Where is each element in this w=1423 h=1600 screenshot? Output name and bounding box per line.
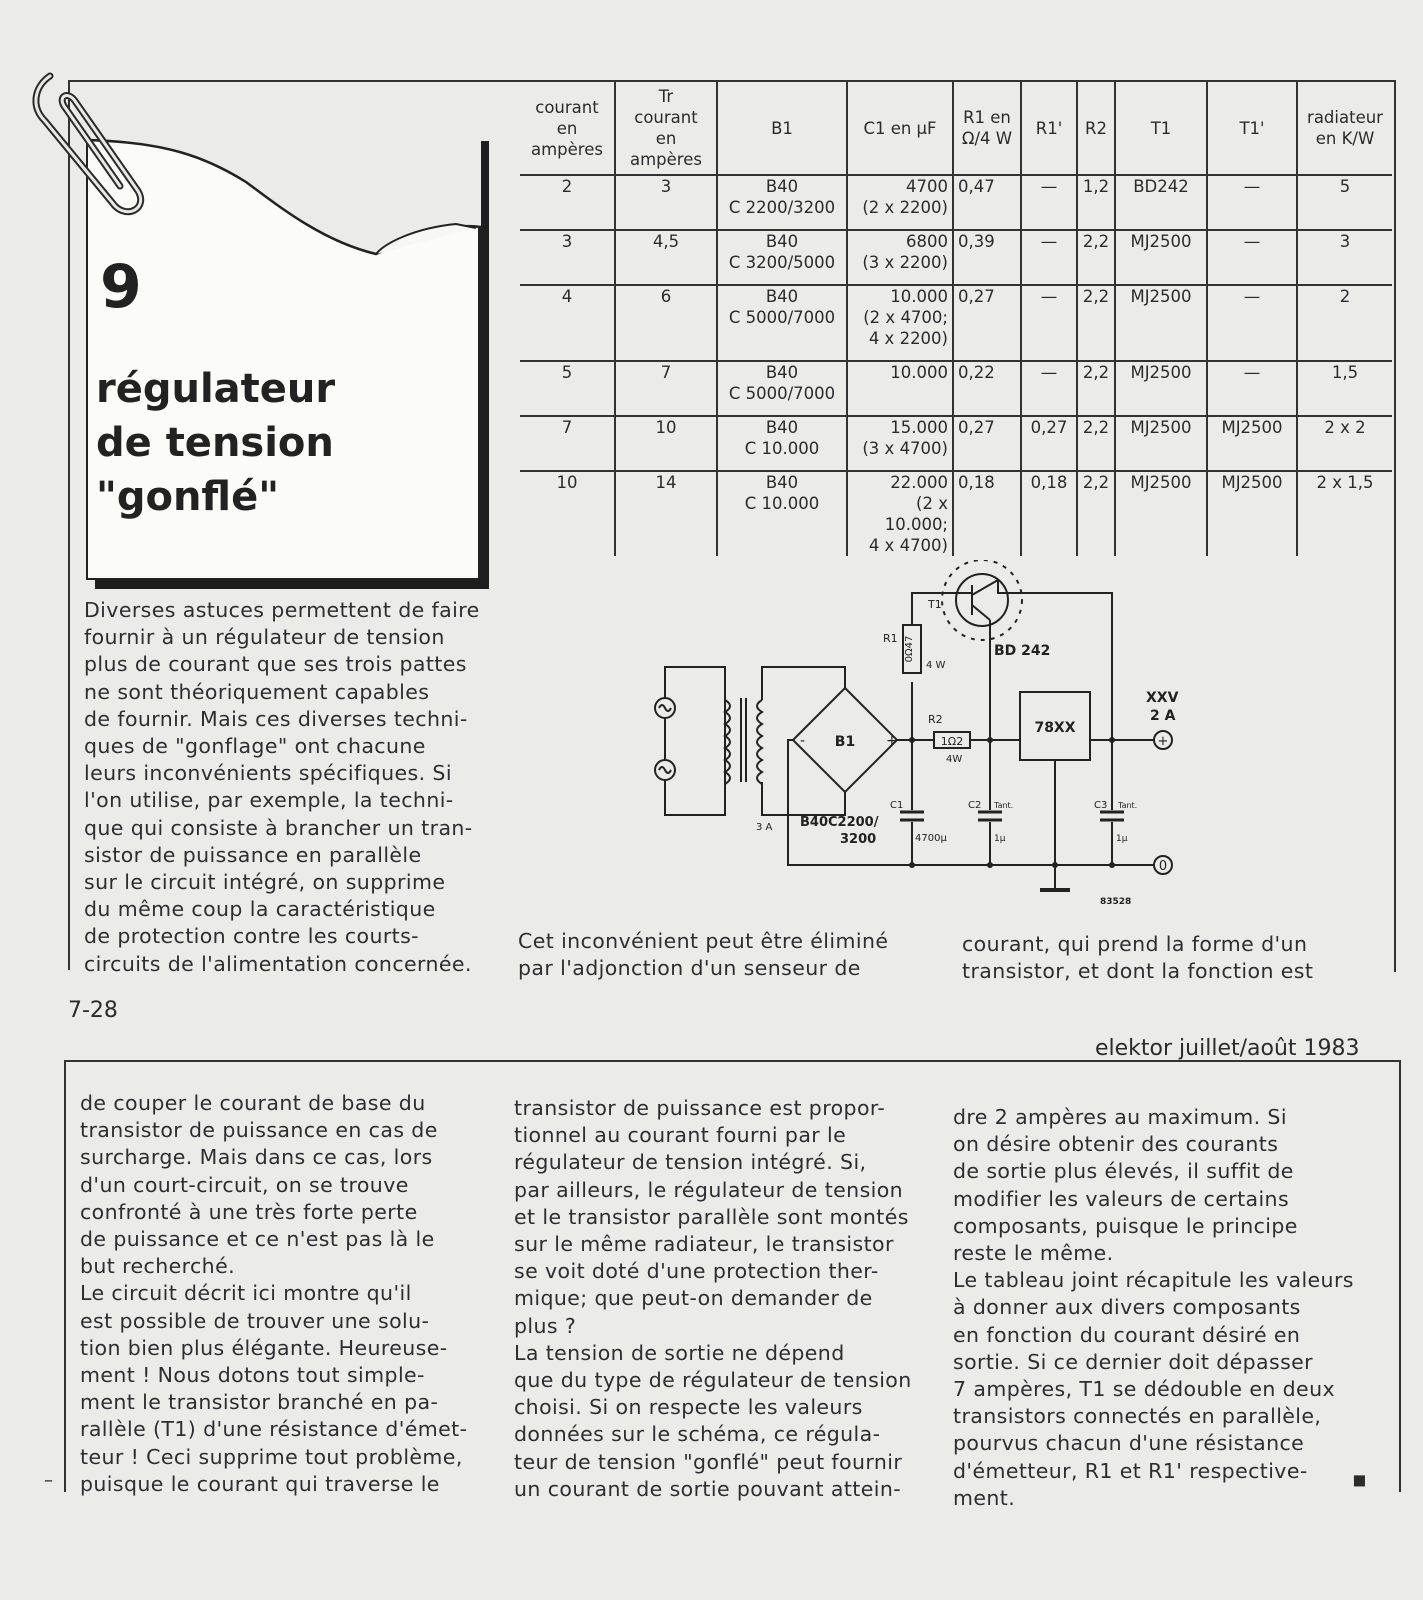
label-bridge-minus: -	[800, 733, 806, 749]
text-line: sur le circuit intégré, on supprime	[84, 870, 446, 895]
junction-dot	[909, 862, 915, 868]
table-cell: MJ2500	[1115, 471, 1207, 556]
table-cell: 2,2	[1077, 361, 1115, 416]
label-r2-power: 4W	[946, 754, 963, 765]
text-line: ment.	[953, 1485, 1016, 1510]
table-cell: 2,2	[1077, 230, 1115, 285]
table-cell: 4700 (2 x 2200)	[847, 175, 953, 230]
table-cell: —	[1021, 175, 1077, 230]
table-cell: 10.000 (2 x 4700; 4 x 2200)	[847, 285, 953, 361]
transformer-secondary	[757, 700, 762, 784]
table-cell: —	[1021, 361, 1077, 416]
table-cell: 1,2	[1077, 175, 1115, 230]
junction-dot	[1109, 862, 1115, 868]
text-line: rallèle (T1) d'une résistance d'émet-	[80, 1417, 468, 1442]
text-line: sur le même radiateur, le transistor	[514, 1232, 894, 1257]
page-number: 7-28	[68, 998, 118, 1023]
table-header-cell: B1	[717, 82, 847, 175]
text-line: confronté à une très forte perte	[80, 1199, 418, 1224]
text-line: 7 ampères, T1 se dédouble en deux	[953, 1377, 1335, 1402]
table-cell: 2 x 1,5	[1316, 473, 1374, 492]
table-cell: MJ2500	[1115, 230, 1207, 285]
table-cell: BD242	[1115, 175, 1207, 230]
text-line: pourvus chacun d'une résistance	[953, 1431, 1305, 1456]
text-line: plus ?	[514, 1313, 577, 1338]
table-cell: 2,2	[1077, 285, 1115, 361]
label-c1: C1	[890, 800, 904, 811]
text-column-2-top	[518, 928, 888, 982]
text-line: on désire obtenir des courants	[953, 1132, 1279, 1157]
text-line: que du type de régulateur de tension	[514, 1368, 912, 1393]
table-cell: 2	[520, 175, 615, 230]
label-r1-value: 0Ω47	[904, 635, 915, 663]
table-cell: —	[1021, 285, 1077, 361]
transistor-icon	[956, 574, 1008, 626]
title-line: de tension	[96, 420, 334, 466]
article-title	[96, 362, 335, 524]
transistor-emitter	[972, 580, 998, 595]
table-cell: —	[1207, 175, 1297, 230]
text-line: en fonction du courant désiré en	[953, 1322, 1301, 1347]
table-cell: 1,5	[1297, 361, 1392, 416]
table-header-cell: courant en ampères	[520, 82, 615, 175]
text-line: modifier les valeurs de certains	[953, 1186, 1290, 1211]
article-number: 9	[100, 252, 142, 322]
text-line: reste le même.	[953, 1241, 1114, 1266]
table-cell: MJ2500	[1115, 285, 1207, 361]
label-t1: T1	[928, 598, 942, 611]
table-cell: 2,2	[1077, 416, 1115, 471]
label-regulator: 78XX	[1034, 720, 1076, 736]
table-cell: 0,18	[1021, 471, 1077, 556]
table-row	[520, 285, 1392, 361]
table-cell: 15.000 (3 x 4700)	[847, 416, 953, 471]
table-cell: 10	[615, 416, 717, 471]
text-line: sortie. Si ce dernier doit dépasser	[953, 1349, 1313, 1374]
text-line: de couper le courant de base du	[80, 1091, 426, 1115]
table-cell: 7	[615, 361, 717, 416]
text-line: but recherché.	[80, 1254, 235, 1279]
text-line: composants, puisque le principe	[953, 1213, 1298, 1238]
text-line: est possible de trouver une solu-	[80, 1308, 430, 1333]
ac-input-loop	[665, 667, 725, 815]
label-c3-type: Tant.	[1118, 801, 1138, 810]
text-line: régulateur de tension intégré. Si,	[514, 1150, 867, 1175]
label-out-plus: +	[1157, 734, 1169, 749]
text-line: Cet inconvénient peut être éliminé	[518, 929, 889, 953]
table-cell: 0,27	[953, 416, 1021, 471]
table-cell: 4,5	[615, 230, 717, 285]
table-header-cell: R1 en Ω/4 W	[953, 82, 1021, 175]
table-row	[520, 471, 1392, 556]
label-c2: C2	[968, 800, 982, 811]
text-line: transistor de puissance en cas de	[80, 1118, 438, 1143]
table-cell: —	[1207, 285, 1297, 361]
heatsink-outline	[942, 560, 1022, 640]
table-header-cell: R2	[1077, 82, 1115, 175]
table-cell: 22.000 (2 x 10.000; 4 x 4700)	[847, 471, 953, 556]
junction-dot	[909, 737, 915, 743]
text-line: plus de courant que ses trois pattes	[84, 652, 467, 677]
label-r2-value: 1Ω2	[940, 735, 964, 748]
table-cell: B40 C 5000/7000	[717, 285, 847, 361]
text-line: Le circuit décrit ici montre qu'il	[80, 1281, 412, 1306]
text-line: Diverses astuces permettent de faire	[84, 598, 480, 622]
label-c3-value: 1µ	[1116, 834, 1128, 844]
table-cell: —	[1207, 361, 1297, 416]
label-r1: R1	[883, 632, 898, 645]
table-cell: 0,47	[953, 175, 1021, 230]
text-line: teur de tension "gonflé" peut fournir	[514, 1449, 903, 1474]
wire	[912, 593, 972, 625]
text-line: d'émetteur, R1 et R1' respective-	[953, 1458, 1308, 1483]
table-cell: 6800 (3 x 2200)	[847, 230, 953, 285]
table-cell: MJ2500	[1115, 361, 1207, 416]
table-cell: 3	[615, 175, 717, 230]
text-line: tion bien plus élégante. Heureuse-	[80, 1335, 448, 1360]
label-bridge-part: B40C2200/	[800, 815, 879, 830]
text-line: La tension de sortie ne dépend	[514, 1340, 845, 1365]
wire	[762, 667, 845, 700]
text-line: se voit doté d'une protection ther-	[514, 1259, 879, 1284]
table-cell: 2,2	[1077, 471, 1115, 556]
text-line: un courant de sortie pouvant attein-	[514, 1476, 902, 1501]
junction-dot	[987, 737, 993, 743]
table-cell: MJ2500	[1207, 471, 1297, 556]
junction-dot	[987, 862, 993, 868]
table-cell: 7	[520, 416, 615, 471]
table-cell: 10.000	[847, 361, 953, 416]
text-line: transistor de puissance est propor-	[514, 1096, 886, 1120]
text-line: transistor, et dont la fonction est	[962, 959, 1314, 984]
text-line: de protection contre les courts-	[84, 924, 419, 949]
table-cell: 3	[1297, 230, 1392, 285]
table-cell: 2 x 2	[1297, 416, 1392, 471]
label-transformer-current: 3 A	[756, 822, 773, 833]
label-t1-part: BD 242	[994, 643, 1051, 659]
component-table	[520, 82, 1392, 556]
text-line: de puissance et ce n'est pas là le	[80, 1227, 435, 1252]
table-cell: 0,27	[953, 285, 1021, 361]
text-column-bottom-1	[80, 1090, 467, 1498]
label-c3: C3	[1094, 800, 1108, 811]
table-cell: 14	[615, 471, 717, 556]
table-cell: 2	[1297, 285, 1392, 361]
text-line: l'on utilise, par exemple, la techni-	[84, 788, 454, 813]
label-c2-type: Tant.	[994, 801, 1014, 810]
text-line: à donner aux divers composants	[953, 1295, 1301, 1320]
text-line: du même coup la caractéristique	[84, 897, 436, 922]
text-line: circuits de l'alimentation concernée.	[84, 951, 472, 976]
label-figure-ref: 83528	[1100, 897, 1132, 907]
text-line: fournir à un régulateur de tension	[84, 625, 445, 650]
text-line: dre 2 ampères au maximum. Si	[953, 1105, 1287, 1129]
text-line: sistor de puissance en parallèle	[84, 842, 422, 867]
table-cell: B40 C 2200/3200	[717, 175, 847, 230]
label-bridge-part: 3200	[840, 832, 877, 847]
table-cell: MJ2500	[1115, 416, 1207, 471]
table-header-cell: radiateur en K/W	[1297, 82, 1392, 175]
text-line: tionnel au courant fourni par le	[514, 1123, 847, 1148]
title-line: "gonflé"	[96, 474, 280, 520]
junction-dot	[1109, 737, 1115, 743]
text-line: ques de "gonflage" ont chacune	[84, 734, 426, 759]
journal-header: elektor juillet/août 1983	[1095, 1036, 1360, 1061]
transistor-collector	[972, 605, 990, 620]
table-header-row	[520, 82, 1392, 175]
table-cell: 0,39	[953, 230, 1021, 285]
text-line: teur ! Ceci supprime tout problème,	[80, 1444, 463, 1469]
table-cell: B40 C 5000/7000	[717, 361, 847, 416]
text-line: choisi. Si on respecte les valeurs	[514, 1395, 863, 1420]
text-line: Le tableau joint récapitule les valeurs	[953, 1268, 1354, 1293]
table-header-cell: T1'	[1207, 82, 1297, 175]
text-column-bottom-2	[514, 1095, 912, 1503]
table-cell: —	[1021, 230, 1077, 285]
label-out-voltage: XXV	[1146, 690, 1179, 706]
label-bridge-plus: +	[886, 733, 898, 749]
table-cell: 10	[520, 471, 615, 556]
text-line: par ailleurs, le régulateur de tension	[514, 1177, 904, 1202]
table-row	[520, 361, 1392, 416]
label-bridge: B1	[834, 734, 856, 750]
table-header-cell: R1'	[1021, 82, 1077, 175]
text-line: données sur le schéma, ce régula-	[514, 1422, 881, 1447]
title-line: régulateur	[96, 366, 336, 412]
label-out-zero: 0	[1158, 859, 1168, 874]
table-header-cell: Tr courant en ampères	[615, 82, 717, 175]
text-column-bottom-3	[953, 1104, 1354, 1512]
circuit-schematic	[650, 560, 1210, 920]
text-column-1	[84, 597, 480, 978]
table-row	[520, 175, 1392, 230]
table-row	[520, 230, 1392, 285]
junction-dot	[1052, 862, 1058, 868]
table-cell: 0,18	[953, 471, 1021, 556]
text-line: surcharge. Mais dans ce cas, lors	[80, 1145, 433, 1170]
wire	[762, 782, 845, 815]
text-line: d'un court-circuit, on se trouve	[80, 1172, 409, 1197]
text-line: mique; que peut-on demander de	[514, 1286, 873, 1311]
table-cell: 0,27	[1021, 416, 1077, 471]
paperclip-icon	[20, 56, 160, 226]
text-line: de fournir. Mais ces diverses techni-	[84, 706, 468, 731]
page-corner-mark: –	[44, 1470, 53, 1491]
text-line: transistors connectés en parallèle,	[953, 1404, 1322, 1429]
table-cell: B40 C 10.000	[717, 416, 847, 471]
label-c1-value: 4700µ	[915, 833, 947, 844]
text-line: ment ! Nous dotons tout simple-	[80, 1363, 425, 1388]
text-line: ment le transistor branché en pa-	[80, 1390, 439, 1415]
table-header-cell: T1	[1115, 82, 1207, 175]
label-out-current: 2 A	[1150, 708, 1176, 724]
table-cell: MJ2500	[1207, 416, 1297, 471]
table-cell: 3	[520, 230, 615, 285]
text-line: et le transistor parallèle sont montés	[514, 1204, 909, 1229]
table-cell: 5	[520, 361, 615, 416]
table-cell: 5	[1297, 175, 1392, 230]
table-cell: 4	[520, 285, 615, 361]
table-row	[520, 416, 1392, 471]
end-of-article-icon: ◾	[1352, 1467, 1367, 1491]
table-cell: 6	[615, 285, 717, 361]
text-line: de sortie plus élevés, il suffit de	[953, 1159, 1294, 1184]
label-r2: R2	[928, 713, 943, 726]
table-cell: B40 C 3200/5000	[717, 230, 847, 285]
table-cell: B40 C 10.000	[717, 471, 847, 556]
text-line: puisque le courant qui traverse le	[80, 1471, 440, 1496]
text-column-3-top	[962, 931, 1313, 985]
text-line: courant, qui prend la forme d'un	[962, 932, 1308, 956]
table-header-cell: C1 en µF	[847, 82, 953, 175]
text-line: par l'adjonction d'un senseur de	[518, 956, 861, 981]
table-cell: —	[1207, 230, 1297, 285]
text-line: leurs inconvénients spécifiques. Si	[84, 761, 452, 786]
text-line: que qui consiste à brancher un tran-	[84, 815, 473, 840]
label-r1-power: 4 W	[926, 660, 946, 671]
table-cell: 0,22	[953, 361, 1021, 416]
label-c2-value: 1µ	[994, 834, 1006, 844]
text-line: ne sont théoriquement capables	[84, 679, 430, 704]
